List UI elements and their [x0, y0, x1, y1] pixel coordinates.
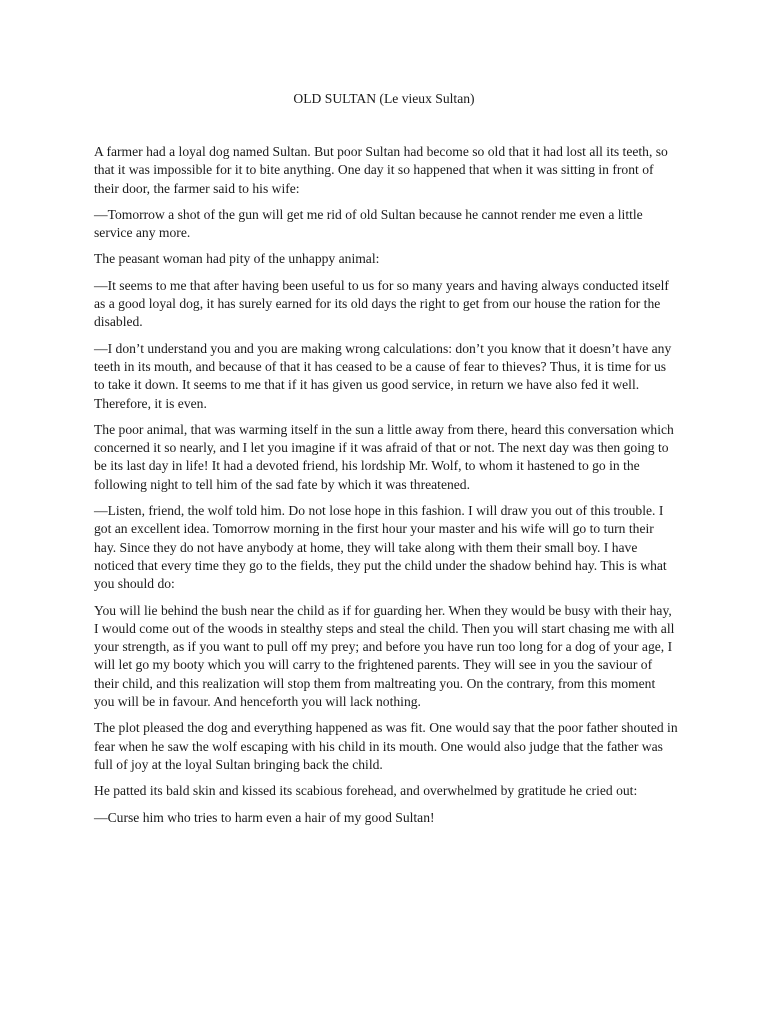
- paragraph: He patted its bald skin and kissed its scabious forehead, and overwhelmed by gratitude he cried out:: [94, 783, 638, 799]
- paragraph: You will lie behind the bush near the child as if for guarding her. When they would be busy with their hay, I would come out of the woods in stealthy steps and steal the child. Then you will start chasing me with all your strength, as if you want to pull off my prey; and before you have run too long for a dog of your age, I will let go my booty which you will carry to the frightened parents. They will see in you the saviour of their child, and this realization will stop them from maltreating you. On the contrary, from this moment you will be in favour. And henceforth you will lack nothing.: [94, 602, 675, 710]
- document-title: OLD SULTAN (Le vieux Sultan): [293, 91, 475, 106]
- paragraph: —Tomorrow a shot of the gun will get me rid of old Sultan because he cannot render me even a little service any more.: [94, 206, 643, 241]
- paragraph: —It seems to me that after having been useful to us for so many years and having always conducted itself as a good loyal dog, it has surely earned for its old days the right to get from our house the ration for the disabled.: [94, 277, 669, 330]
- paragraph: The poor animal, that was warming itself in the sun a little away from there, heard this conversation which concerned it so nearly, and I let you imagine if it was afraid of that or not. The next day was then going to be its last day in life! It had a devoted friend, his lordship Mr. Wolf, to whom it hastened to go in the following night to tell him of the sad fate by which it was threatened.: [94, 421, 674, 492]
- paragraph: The peasant woman had pity of the unhappy animal:: [94, 251, 380, 267]
- paragraph: The plot pleased the dog and everything happened as was fit. One would say that the poor father shouted in fear when he saw the wolf escaping with his child in its mouth. One would also judge that the father was full of joy at the loyal Sultan bringing back the child.: [94, 720, 678, 772]
- document-body: [94, 143, 678, 835]
- paragraph: A farmer had a loyal dog named Sultan. But poor Sultan had become so old that it had lost all its teeth, so that it was impossible for it to bite anything. One day it so happened that when it was sitting in front of their door, the farmer said to his wife:: [94, 144, 668, 196]
- paragraph: —Curse him who tries to harm even a hair of my good Sultan!: [94, 809, 435, 825]
- paragraph: —I don’t understand you and you are making wrong calculations: don’t you know that it doesn’t have any teeth in its mouth, and because of that it has ceased to be a cause of fear to thieves? Thus, it is time for us to take it down. It seems to me that if it has given us good service, in return we have also fed it well. Therefore, it is even.: [94, 340, 672, 411]
- paragraph: —Listen, friend, the wolf told him. Do not lose hope in this fashion. I will draw you out of this trouble. I got an excellent idea. Tomorrow morning in the first hour your master and his wife will go to turn their hay. Since they do not have anybody at home, they will take along with them their small boy. I have noticed that every time they go to the fields, they put the child under the shadow behind hay. This is what you should do:: [94, 503, 667, 592]
